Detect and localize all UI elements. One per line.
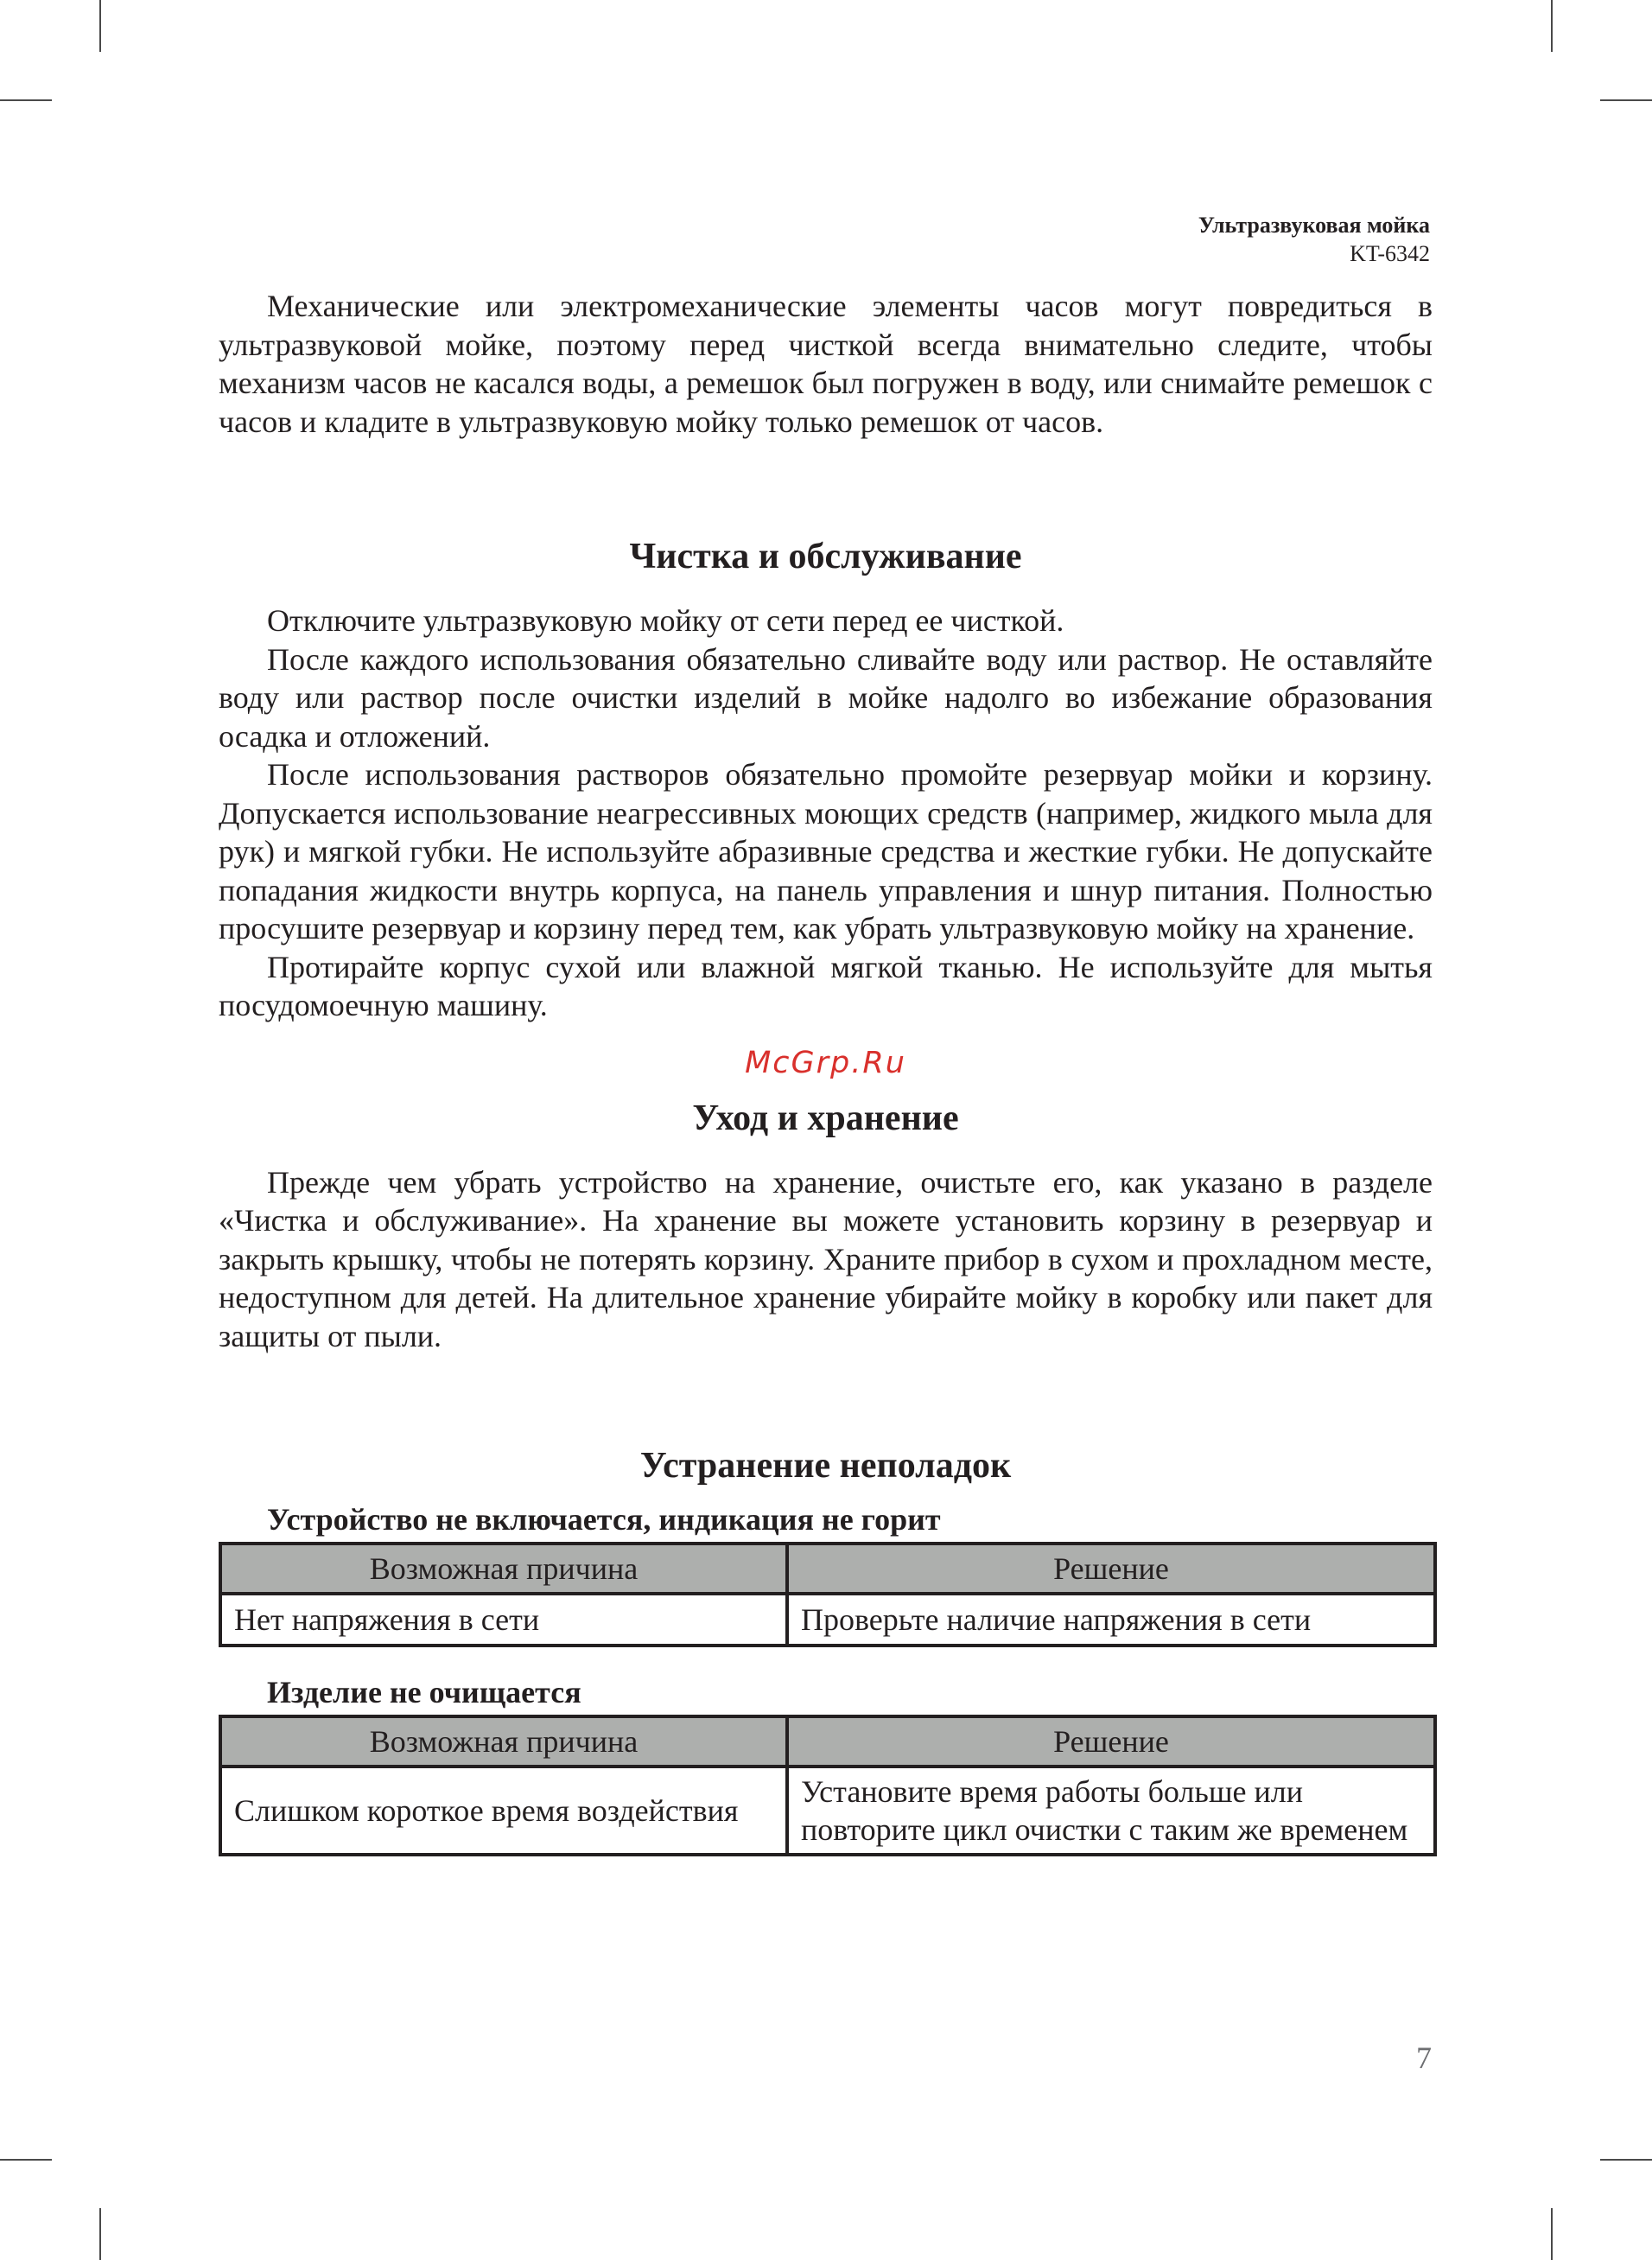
solution-cell: Проверьте наличие напряжения в сети (787, 1594, 1435, 1646)
table-header-row (220, 1716, 1435, 1767)
problem-title: Устройство не включается, индикация не горит (267, 1502, 941, 1537)
crop-mark (99, 0, 101, 52)
crop-mark (1600, 2159, 1652, 2161)
column-header-cause: Возможная причина (220, 1716, 787, 1767)
crop-mark (0, 2159, 52, 2161)
page-content (219, 287, 1433, 1856)
header-model: KT-6342 (1350, 241, 1430, 266)
crop-mark (1551, 0, 1553, 52)
column-header-cause: Возможная причина (220, 1544, 787, 1594)
solution-cell: Установите время работы больше или повторите цикл очистки с таким же временем (787, 1767, 1435, 1855)
cleaning-paragraph: После каждого использования обязательно сливайте воду или раствор. Не оставляйте воду или раствор после очистки изделий в мойке надолго во избежание образования осадка и отложений. (219, 641, 1433, 754)
column-header-solution: Решение (787, 1544, 1435, 1594)
cleaning-paragraph: После использования растворов обязательно промойте резервуар мойки и корзину. Допускается использование неагрессивных моющих средств (например, жидкого мыла для рук) и мягкой губки. Не используйте абразивные средства и жесткие губки. Не допускайте попадания жидкости внутрь корпуса, на панель управления и шнур питания. Полностью просушите резервуар и корзину перед тем, как убрать ультразвуковую мойку на хранение. (219, 757, 1433, 945)
cause-cell: Нет напряжения в сети (220, 1594, 787, 1646)
problem-title: Изделие не очищается (267, 1675, 581, 1709)
cleaning-section (219, 602, 1433, 1025)
crop-mark (0, 99, 52, 101)
page-number: 7 (1416, 2040, 1432, 2075)
troubleshooting-table (219, 1542, 1437, 1647)
storage-paragraph: Прежде чем убрать устройство на хранение, очистьте его, как указано в разделе «Чистка и обслуживание». На хранение вы можете установить корзину в резервуар и закрыть крышку, чтобы не потерять корзину. Храните прибор в сухом и прохладном месте, недоступном для детей. На длительное хранение убирайте мойку в коробку или пакет для защиты от пыли. (219, 1164, 1433, 1353)
header-title: Ультразвуковая мойка (1198, 213, 1430, 238)
table-row (220, 1767, 1435, 1855)
section-title-storage: Уход и хранение (692, 1098, 959, 1138)
crop-mark (99, 2208, 101, 2260)
cleaning-paragraph: Отключите ультразвуковую мойку от сети перед ее чисткой. (267, 603, 1064, 638)
column-header-solution: Решение (787, 1716, 1435, 1767)
section-title-troubleshooting: Устранение неполадок (639, 1446, 1012, 1486)
crop-mark (1600, 99, 1652, 101)
table-header-row (220, 1544, 1435, 1594)
crop-mark (1551, 2208, 1553, 2260)
cleaning-paragraph: Протирайте корпус сухой или влажной мягкой тканью. Не используйте для мытья посудомоечную машину. (219, 949, 1433, 1022)
troubleshooting-table (219, 1715, 1437, 1856)
section-title-cleaning: Чистка и обслуживание (629, 537, 1022, 576)
intro-paragraph: Механические или электромеханические элементы часов могут повредиться в ультразвуковой мойке, поэтому перед чисткой всегда внимательно следите, чтобы механизм часов не касался воды, а ремешок был погружен в воду, или снимайте ремешок с часов и кладите в ультразвуковую мойку только ремешок от часов. (219, 289, 1433, 439)
table-row (220, 1594, 1435, 1646)
watermark: McGrp.Ru (745, 1045, 906, 1080)
cause-cell: Слишком короткое время воздействия (220, 1767, 787, 1855)
storage-section (219, 1163, 1433, 1356)
running-header (1198, 211, 1430, 268)
